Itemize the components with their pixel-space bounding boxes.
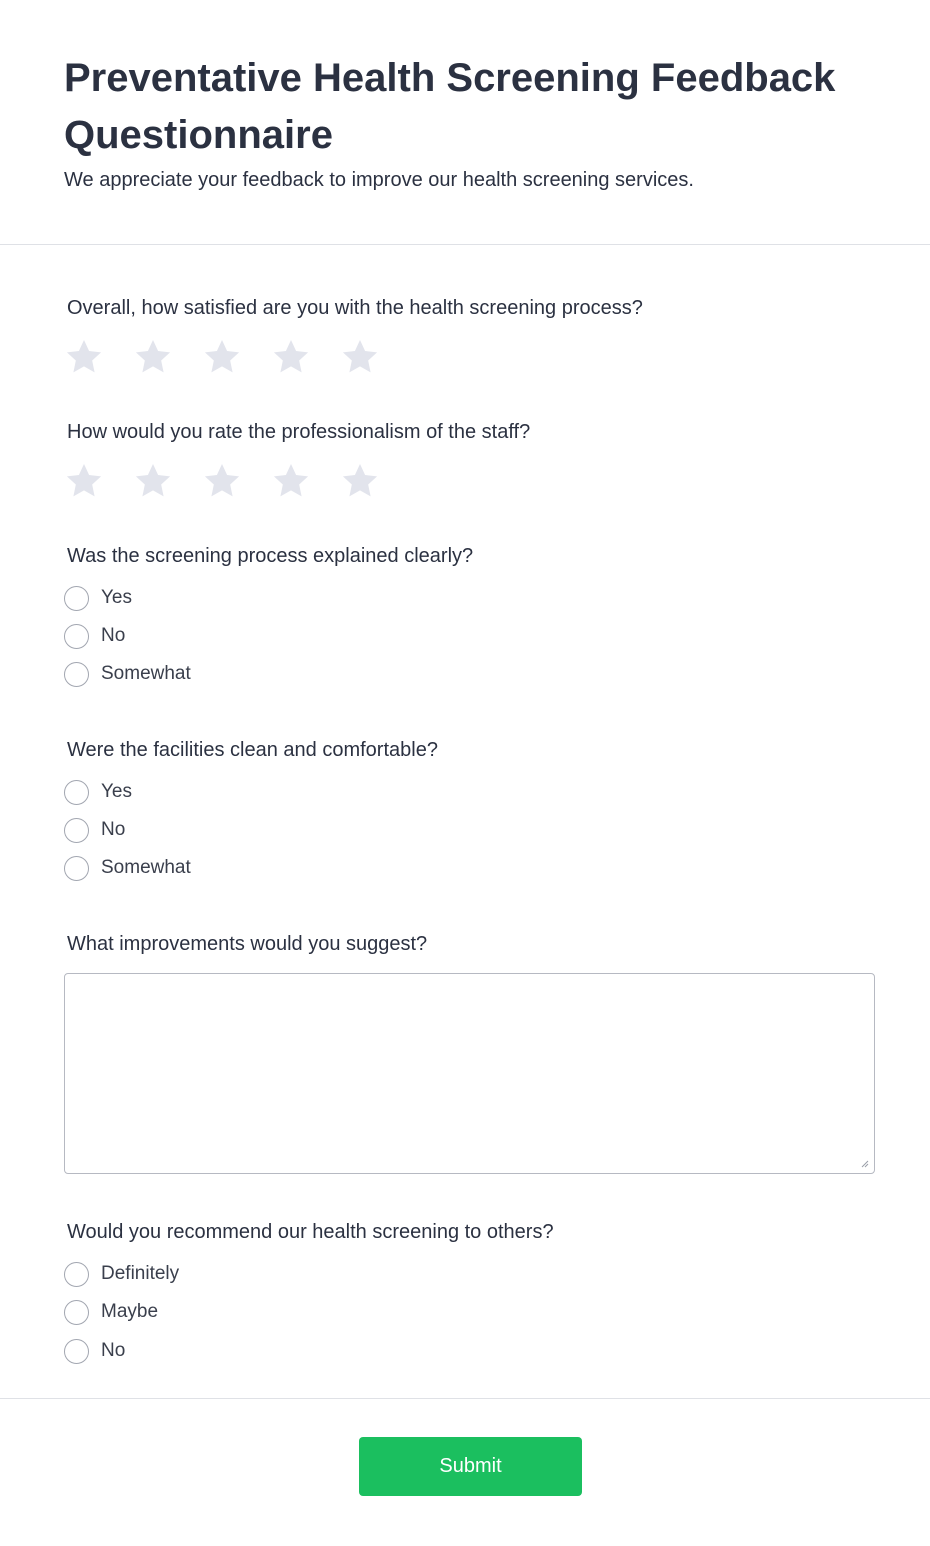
star-icon[interactable] [133,337,173,377]
radio-label: Somewhat [101,857,191,878]
page-title: Preventative Health Screening Feedback Questionnaire [64,56,836,157]
question-improvements: What improvements would you suggest? [67,933,428,955]
radio-label: Yes [101,587,132,608]
radio-label: Somewhat [101,663,191,684]
question-recommend: Would you recommend our health screening to others? [67,1221,554,1243]
radio-circle[interactable] [64,1300,89,1325]
radio-label: No [101,1340,126,1361]
radio-circle[interactable] [64,780,89,805]
radio-label: No [101,819,126,840]
question-facilities: Were the facilities clean and comfortable? [67,739,438,761]
radio-circle[interactable] [64,586,89,611]
radio-explained-yes[interactable] [64,585,132,611]
star-icon[interactable] [271,337,311,377]
star-icon[interactable] [202,337,242,377]
question-explained: Was the screening process explained clearly? [67,545,474,567]
question-professionalism: How would you rate the professionalism of the staff? [67,421,531,443]
radio-label: Maybe [101,1301,159,1322]
radio-facilities-somewhat[interactable] [64,855,191,881]
radio-label: Yes [101,781,132,802]
radio-facilities-no[interactable] [64,817,125,843]
radio-circle[interactable] [64,1339,89,1364]
star-icon[interactable] [202,461,242,501]
radio-explained-no[interactable] [64,623,125,649]
form-header [0,0,930,245]
star-icon[interactable] [133,461,173,501]
radio-recommend-definitely[interactable] [64,1261,179,1287]
star-icon[interactable] [340,461,380,501]
radio-label: Definitely [101,1263,180,1284]
star-icon[interactable] [64,461,104,501]
question-satisfaction: Overall, how satisfied are you with the health screening process? [67,297,643,319]
resize-handle-icon[interactable] [859,1158,869,1168]
star-icon[interactable] [340,337,380,377]
submit-button[interactable]: Submit [359,1437,582,1496]
radio-circle[interactable] [64,662,89,687]
radio-label: No [101,625,126,646]
rating-satisfaction [64,337,409,377]
radio-circle[interactable] [64,856,89,881]
radio-recommend-maybe[interactable] [64,1299,158,1325]
page-subtitle: We appreciate your feedback to improve our health screening services. [64,169,694,191]
star-icon[interactable] [64,337,104,377]
radio-explained-somewhat[interactable] [64,661,191,687]
improvements-textarea[interactable] [64,973,875,1174]
radio-circle[interactable] [64,818,89,843]
radio-recommend-no[interactable] [64,1338,125,1364]
radio-facilities-yes[interactable] [64,779,132,805]
radio-circle[interactable] [64,1262,89,1287]
rating-professionalism [64,461,409,501]
star-icon[interactable] [271,461,311,501]
radio-circle[interactable] [64,624,89,649]
